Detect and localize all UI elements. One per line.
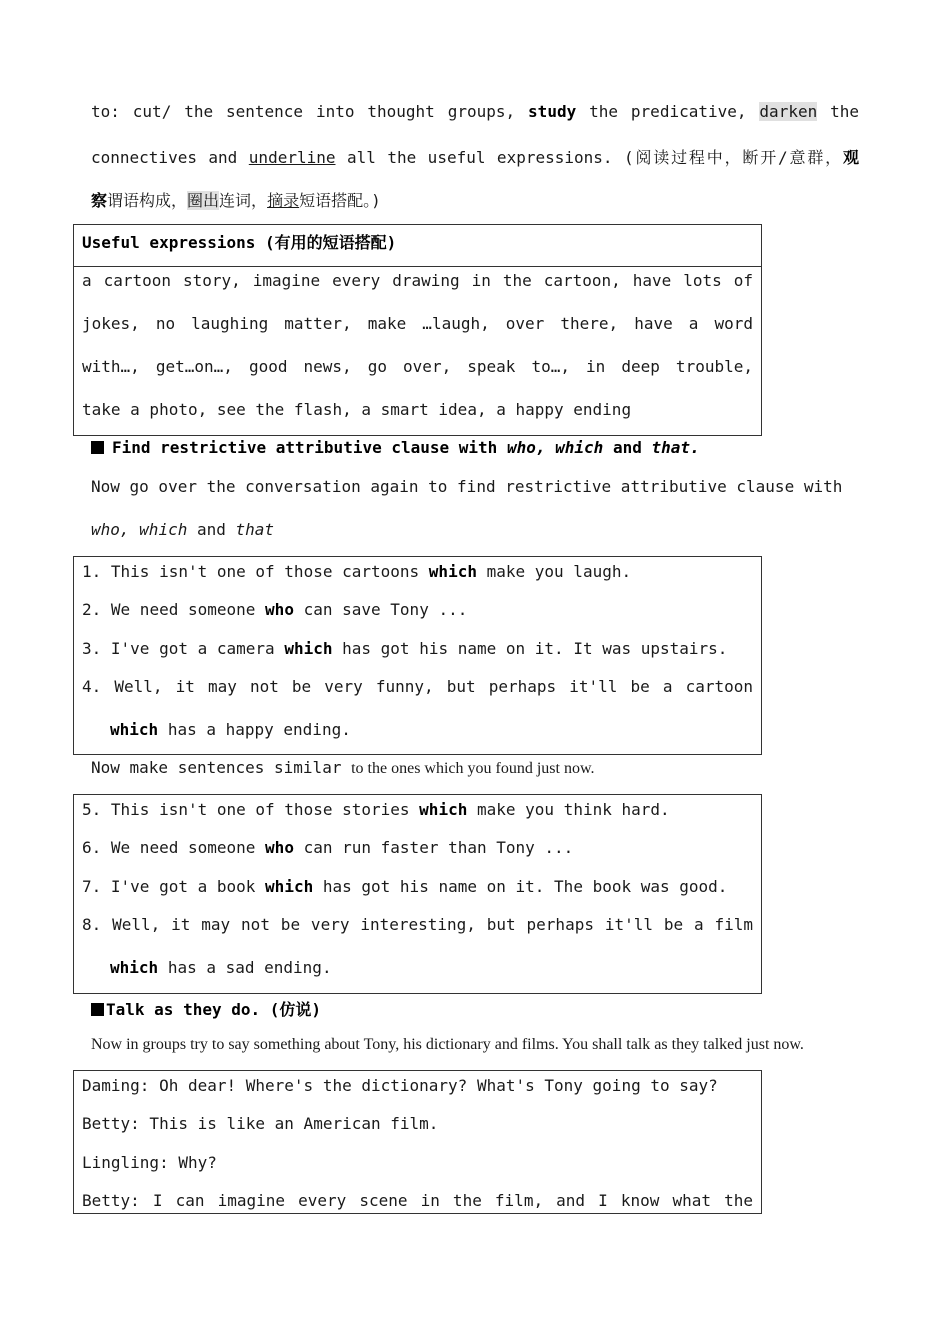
example-sentence: 2. We need someone who can save Tony ... <box>82 600 468 619</box>
talk-instruction: Now in groups try to say something about Tony, his dictionary and films. You shall talk as they talked just now. <box>91 1036 804 1053</box>
find-instruction-line-2: who, which and that <box>91 520 275 539</box>
copy-keyword: 摘录 <box>267 191 300 210</box>
example-sentence: 7. I've got a book which has got his name on it. The book was good. <box>82 877 728 896</box>
dialogue-line: Betty: I can imagine every scene in the film, and I know what the <box>82 1191 753 1210</box>
find-clause-heading: Find restrictive attributive clause with who, which and that. <box>91 438 859 457</box>
useful-expression-line: with…, get…on…, good news, go over, speak to…, in deep trouble, <box>82 357 753 376</box>
example-sentence: 3. I've got a camera which has got his name on it. It was upstairs. <box>82 639 728 658</box>
underline-keyword: underline <box>248 148 336 167</box>
examples-box-2 <box>73 794 762 994</box>
example-sentence-continued: which has a sad ending. <box>110 958 332 977</box>
useful-expression-line: jokes, no laughing matter, make …laugh, over there, have a word <box>82 314 753 333</box>
make-sentences-instruction: Now make sentences similar to the ones which you found just now. <box>91 758 595 777</box>
square-bullet-icon <box>91 1003 104 1016</box>
darken-keyword: darken <box>759 102 818 121</box>
useful-expression-line: take a photo, see the flash, a smart idea, a happy ending <box>82 400 632 419</box>
study-keyword: study <box>528 102 577 121</box>
useful-expressions-divider <box>74 266 761 267</box>
intro-line-3: 察谓语构成，圈出连词，摘录短语搭配。) <box>91 191 381 210</box>
intro-line-1: to: cut/ the sentence into thought groups, study the predicative, darken the <box>91 102 860 121</box>
dialogue-line: Betty: This is like an American film. <box>82 1114 439 1133</box>
intro-line-2: connectives and underline all the useful expressions. (阅读过程中，断开/意群，观 <box>91 148 859 167</box>
example-sentence: 1. This isn't one of those cartoons which make you laugh. <box>82 562 632 581</box>
talk-heading: Talk as they do. (仿说) <box>91 997 859 1020</box>
circle-keyword: 圈出 <box>187 191 220 210</box>
example-sentence: 5. This isn't one of those stories which make you think hard. <box>82 800 670 819</box>
dialogue-line: Daming: Oh dear! Where's the dictionary? What's Tony going to say? <box>82 1076 718 1095</box>
example-sentence: 4. Well, it may not be very funny, but perhaps it'll be a cartoon <box>82 677 754 696</box>
example-sentence: 6. We need someone who can run faster than Tony ... <box>82 838 574 857</box>
dialogue-line: Lingling: Why? <box>82 1153 217 1172</box>
examples-box-1 <box>73 556 762 755</box>
example-sentence: 8. Well, it may not be very interesting, but perhaps it'll be a film <box>82 915 753 934</box>
useful-expressions-header: Useful expressions (有用的短语搭配) <box>82 233 397 252</box>
example-sentence-continued: which has a happy ending. <box>110 720 351 739</box>
square-bullet-icon <box>91 441 104 454</box>
dialogue-box <box>73 1070 762 1214</box>
find-instruction-line-1: Now go over the conversation again to find restrictive attributive clause with <box>91 477 843 496</box>
useful-expression-line: a cartoon story, imagine every drawing in the cartoon, have lots of <box>82 271 753 290</box>
useful-expressions-box <box>73 224 762 436</box>
